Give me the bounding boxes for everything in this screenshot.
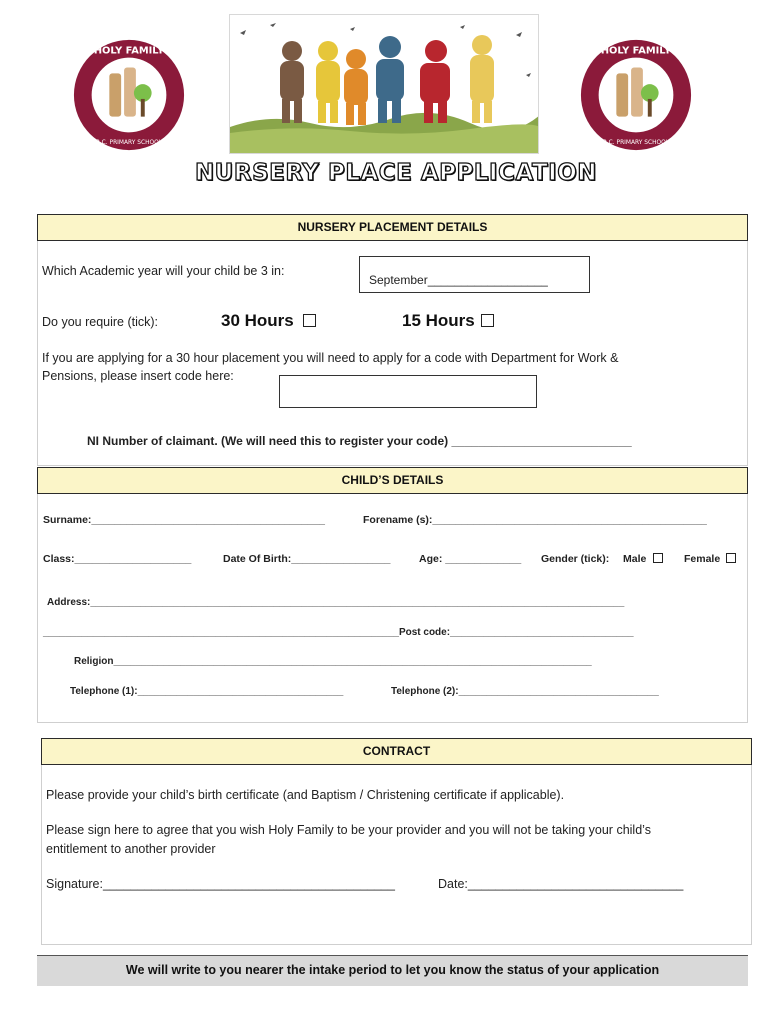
gender-female[interactable] bbox=[684, 553, 736, 565]
academic-year-label: Which Academic year will your child be 3 in: bbox=[42, 264, 285, 278]
signature-field[interactable]: Signature:__________________________________________ bbox=[46, 877, 395, 891]
school-crest-icon bbox=[70, 36, 188, 154]
contract-line2b: entitlement to another provider bbox=[46, 842, 216, 856]
telephone-2-field[interactable]: Telephone (2):____________________________________ bbox=[391, 686, 659, 697]
age-field[interactable]: Age: _____________ bbox=[419, 553, 522, 565]
school-logo-right bbox=[577, 36, 695, 154]
gender-male[interactable] bbox=[623, 553, 663, 565]
checkbox-15-hours[interactable] bbox=[481, 314, 494, 327]
contract-line1: Please provide your child’s birth certificate (and Baptism / Christening certificate if applicable). bbox=[46, 788, 565, 802]
address-field[interactable]: Address:________________________________________________________________________________________________ bbox=[47, 597, 625, 608]
svg-text:R.C. PRIMARY SCHOOL: R.C. PRIMARY SCHOOL bbox=[602, 140, 670, 147]
religion-field[interactable]: Religion______________________________________________________________________________________ bbox=[74, 656, 592, 667]
placement-section bbox=[37, 216, 748, 466]
placement-header: NURSERY PLACEMENT DETAILS bbox=[37, 214, 748, 241]
address-line2-postcode[interactable]: ________________________________________________________________Post code:_________________________________ bbox=[43, 627, 634, 638]
forename-field[interactable]: Forename (s):_______________________________________________ bbox=[363, 514, 707, 526]
telephone-1-field[interactable]: Telephone (1):_____________________________________ bbox=[70, 686, 344, 697]
svg-text:HOLY FAMILY: HOLY FAMILY bbox=[600, 45, 672, 57]
date-field[interactable]: Date:_______________________________ bbox=[438, 877, 684, 891]
svg-text:R.C. PRIMARY SCHOOL: R.C. PRIMARY SCHOOL bbox=[95, 140, 163, 147]
contract-header: CONTRACT bbox=[41, 738, 752, 765]
checkbox-female[interactable] bbox=[726, 553, 736, 563]
svg-text:HOLY FAMILY: HOLY FAMILY bbox=[93, 45, 165, 57]
option-30-hours-label: 30 Hours bbox=[221, 311, 294, 330]
surname-field[interactable]: Surname:________________________________________ bbox=[43, 514, 326, 526]
page-title: NURSERY PLACE APPLICATION bbox=[194, 160, 598, 186]
code-note-line1: If you are applying for a 30 hour placement you will need to apply for a code with Department for Work & bbox=[42, 351, 619, 365]
ni-number-line: NI Number of claimant. (We will need this to register your code) ___________________________ bbox=[87, 434, 632, 448]
school-logo-left bbox=[70, 36, 188, 154]
option-15-hours-label: 15 Hours bbox=[402, 311, 475, 330]
checkbox-male[interactable] bbox=[653, 553, 663, 563]
academic-year-value: September__________________ bbox=[369, 273, 548, 287]
child-header: CHILD’S DETAILS bbox=[37, 467, 748, 494]
contract-line2a: Please sign here to agree that you wish Holy Family to be your provider and you will not be taking your child’s bbox=[46, 823, 651, 837]
option-15-hours[interactable] bbox=[402, 311, 494, 331]
children-silhouettes-icon bbox=[230, 15, 539, 154]
child-section bbox=[37, 468, 748, 723]
school-crest-icon bbox=[577, 36, 695, 154]
children-banner-image bbox=[229, 14, 539, 154]
option-30-hours[interactable] bbox=[221, 311, 316, 331]
gender-male-label: Male bbox=[623, 553, 647, 565]
code-note-line2: Pensions, please insert code here: bbox=[42, 369, 234, 383]
code-input-field[interactable] bbox=[279, 375, 537, 408]
gender-label: Gender (tick): bbox=[541, 553, 610, 565]
require-label: Do you require (tick): bbox=[42, 315, 159, 329]
checkbox-30-hours[interactable] bbox=[303, 314, 316, 327]
class-field[interactable]: Class:____________________ bbox=[43, 553, 192, 565]
dob-field[interactable]: Date Of Birth:_________________ bbox=[223, 553, 391, 565]
gender-female-label: Female bbox=[684, 553, 721, 565]
footer-notice: We will write to you nearer the intake period to let you know the status of your application bbox=[37, 955, 748, 986]
academic-year-field[interactable] bbox=[359, 256, 590, 293]
